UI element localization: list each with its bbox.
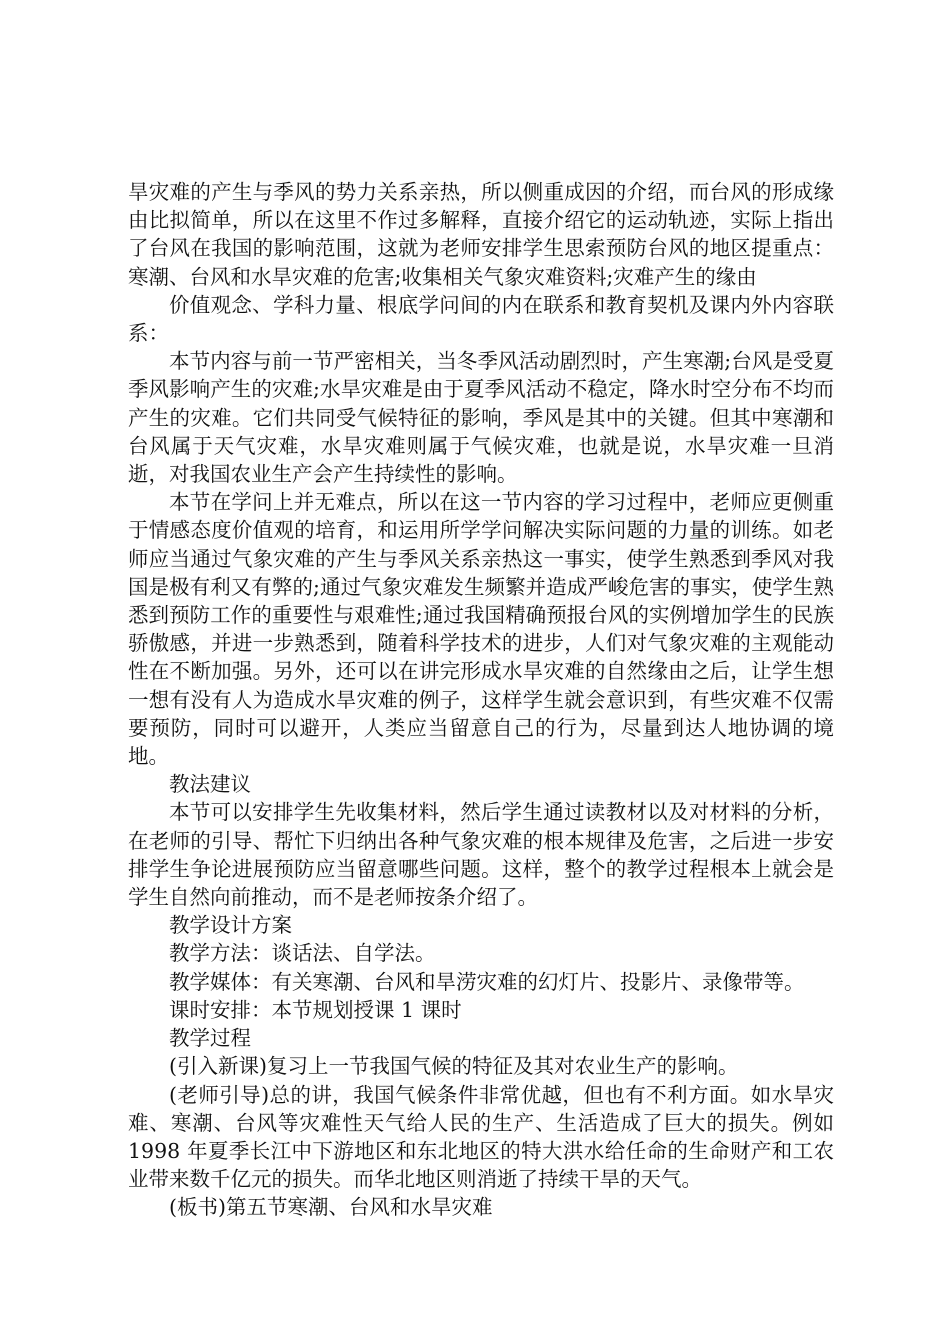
paragraph: (板书)第五节寒潮、台风和水旱灾难	[169, 1195, 493, 1220]
paragraph: 课时安排：本节规划授课 1 课时	[169, 997, 462, 1022]
paragraph: 价值观念、学科力量、根底学问间的内在联系和教育契机及课内外内容联系：	[128, 292, 834, 346]
document-body	[128, 178, 834, 1222]
paragraph: (引入新课)复习上一节我国气候的特征及其对农业生产的影响。	[169, 1054, 739, 1079]
paragraph: 教学媒体：有关寒潮、台风和旱涝灾难的幻灯片、投影片、录像带等。	[169, 969, 805, 994]
paragraph: 本节在学问上并无难点，所以在这一节内容的学习过程中，老师应更侧重于情感态度价值观的培育，和运用所学学问解决实际问题的力量的训练。如老师应当通过气象灾难的产生与季风关系亲热这一事实，使学生熟悉到季风对我国是极有利又有弊的;通过气象灾难发生频繁并造成严峻危害的事实，使学生熟悉到预防工作的重要性与艰难性;通过我国精确预报台风的实例增加学生的民族骄傲感，并进一步熟悉到，随着科学技术的进步，人们对气象灾难的主观能动性在不断加强。另外，还可以在讲完形成水旱灾难的自然缘由之后，让学生想一想有没有人为造成水旱灾难的例子，这样学生就会意识到，有些灾难不仅需要预防，同时可以避开，人类应当留意自己的行为，尽量到达人地协调的境地。	[128, 490, 834, 769]
section-heading: 教法建议	[169, 772, 251, 797]
paragraph: (老师引导)总的讲，我国气候条件非常优越，但也有不利方面。如水旱灾难、寒潮、台风等灾难性天气给人民的生产、生活造成了巨大的损失。例如 1998 年夏季长江中下游地区和东北地区的特大洪水给任命的生命财产和工农业带来数千亿元的损失。而华北地区则消逝了持续干旱的天气。	[128, 1082, 834, 1192]
section-heading: 教学过程	[169, 1026, 251, 1051]
paragraph: 旱灾难的产生与季风的势力关系亲热，所以侧重成因的介绍，而台风的形成缘由比拟简单，所以在这里不作过多解释，直接介绍它的运动轨迹，实际上指出了台风在我国的影响范围，这就为老师安排学生思索预防台风的地区提重点：寒潮、台风和水旱灾难的危害;收集相关气象灾难资料;灾难产生的缘由	[128, 180, 834, 289]
paragraph: 本节可以安排学生先收集材料，然后学生通过读教材以及对材料的分析，在老师的引导、帮忙下归纳出各种气象灾难的根本规律及危害，之后进一步安排学生争论进展预防应当留意哪些问题。这样，整个的教学过程根本上就会是学生自然向前推动，而不是老师按条介绍了。	[128, 800, 834, 910]
paragraph: 本节内容与前一节严密相关，当冬季风活动剧烈时，产生寒潮;台风是受夏季风影响产生的灾难;水旱灾难是由于夏季风活动不稳定，降水时空分布不均而产生的灾难。它们共同受气候特征的影响，季风是其中的关键。但其中寒潮和台风属于天气灾难，水旱灾难则属于气候灾难，也就是说，水旱灾难一旦消逝，对我国农业生产会产生持续性的影响。	[128, 349, 834, 487]
paragraph: 教学方法：谈话法、自学法。	[169, 941, 436, 966]
section-heading: 教学设计方案	[169, 913, 292, 938]
